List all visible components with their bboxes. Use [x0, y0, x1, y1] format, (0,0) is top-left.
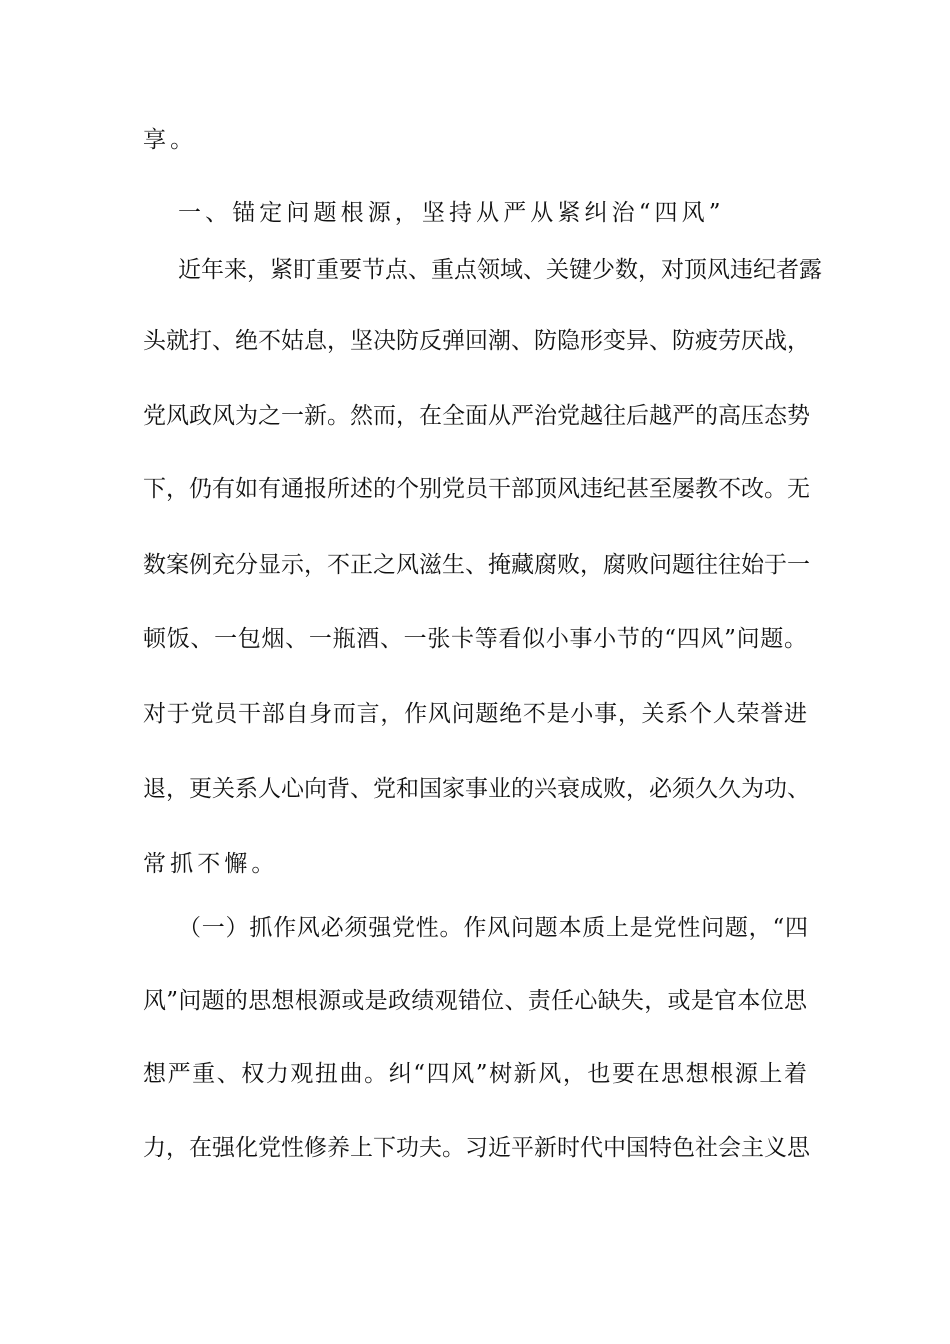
paragraph-line: 顿饭、一包烟、一瓶酒、一张卡等看似小事小节的“四风”问题。	[143, 626, 807, 652]
paragraph-line: 下，仍有如有通报所述的个别党员干部顶风违纪甚至屡教不改。无	[143, 476, 810, 502]
paragraph-line: 近年来，紧盯重要节点、重点领域、关键少数，对顶风违纪者露	[178, 257, 822, 283]
section-heading: 一、锚定问题根源，坚持从严从紧纠治“四风”	[178, 200, 725, 226]
paragraph-line: 对于党员干部自身而言，作风问题绝不是小事，关系个人荣誉进	[143, 701, 807, 727]
paragraph-line: 常抓不懈。	[143, 851, 279, 877]
paragraph-line: 退，更关系人心向背、党和国家事业的兴衰成败，必须久久为功、	[143, 776, 810, 802]
paragraph-line: 风”问题的思想根源或是政绩观错位、责任心缺失，或是官本位思	[143, 988, 807, 1014]
subsection-paragraph-line: （一）抓作风必须强党性。作风问题本质上是党性问题，“四	[178, 915, 808, 941]
paragraph-line: 头就打、绝不姑息，坚决防反弹回潮、防隐形变异、防疲劳厌战，	[143, 328, 810, 354]
paragraph-line: 党风政风为之一新。然而，在全面从严治党越往后越严的高压态势	[143, 403, 810, 429]
text-line: 享。	[143, 127, 198, 153]
paragraph-line: 想严重、权力观扭曲。纠“四风”树新风，也要在思想根源上着	[143, 1061, 807, 1087]
paragraph-line: 力，在强化党性修养上下功夫。习近平新时代中国特色社会主义思	[143, 1135, 810, 1161]
paragraph-line: 数案例充分显示，不正之风滋生、掩藏腐败，腐败问题往往始于一	[143, 552, 810, 578]
